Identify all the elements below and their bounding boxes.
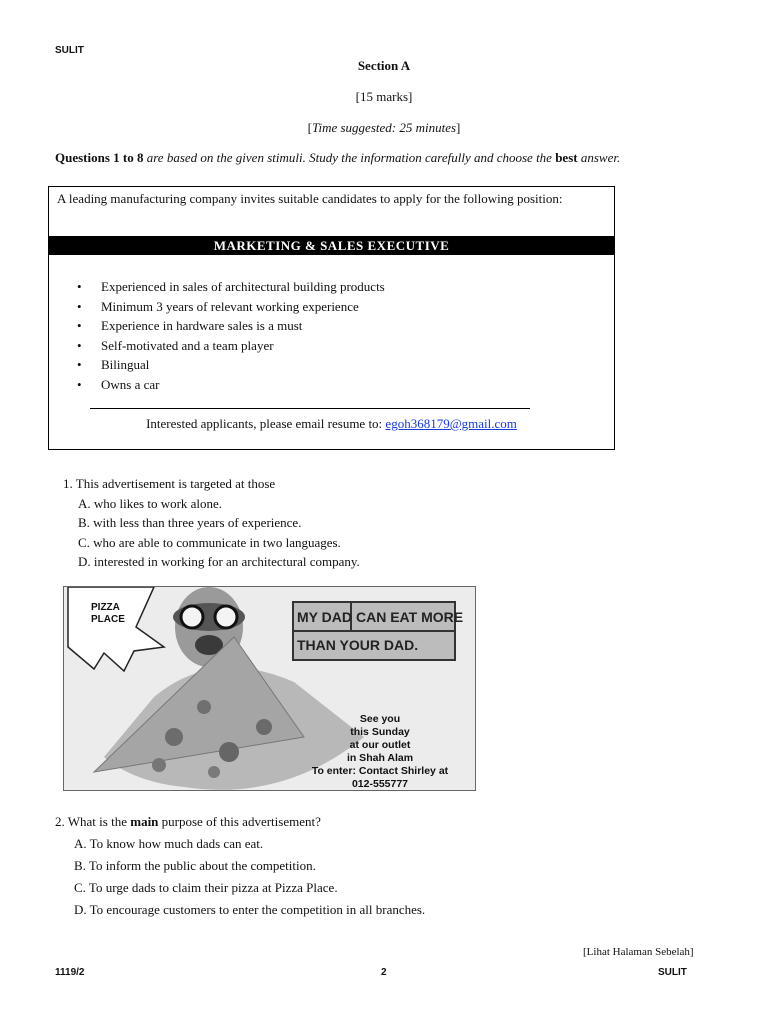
time-open: [ [307,120,312,135]
detail-line: in Shah Alam [346,752,414,764]
header-sulit: SULIT [55,45,84,56]
instruction-emph: best [555,150,578,165]
detail-line: at our outlet [349,739,411,751]
section-marks: [15 marks] [355,89,413,104]
question-2-stem-pre: 2. What is the [55,814,131,829]
job-ad-intro: A leading manufacturing company invites suitable candidates to apply for the following position: [57,191,563,206]
question-2-option-c: C. To urge dads to claim their pizza at Pizza Place. [74,880,338,895]
job-position-title: MARKETING & SALES EXECUTIVE [49,236,614,255]
detail-line: this Sunday [350,726,410,738]
footer-code: 1119/2 [55,967,85,978]
question-2-option-b: B. To inform the public about the competition. [74,858,316,873]
requirement-item: • Self-motivated and a team player [75,337,385,357]
contact-text: Interested applicants, please email resume to: [146,416,386,431]
requirement-item: • Experienced in sales of architectural building products [75,278,385,298]
job-requirements-list [75,278,385,395]
job-advertisement [48,186,615,450]
pizza-advertisement [63,586,476,791]
next-page-note: [Lihat Halaman Sebelah] [583,946,694,958]
requirement-item: • Experience in hardware sales is a must [75,317,385,337]
detail-line: 012-555777 [351,778,409,790]
time-text: Time suggested: 25 minutes [311,120,457,135]
slogan-part3: THAN YOUR DAD. [297,637,419,653]
instruction-middle: are based on the given stimuli. Study the information carefully and choose the [143,150,556,165]
requirement-item: • Owns a car [75,376,385,396]
slogan-part2: CAN EAT MORE [356,609,464,625]
job-contact [49,416,614,432]
question-1-option-d: D. interested in working for an architectural company. [78,554,360,569]
instructions [55,150,620,166]
page-number: 2 [381,967,387,978]
question-2-option-a: A. To know how much dads can eat. [74,836,264,851]
requirement-item: • Bilingual [75,356,385,376]
slogan-part1: MY DAD [297,609,352,625]
section-title: Section A [357,58,411,73]
bubble-text-line2: PLACE [91,614,125,625]
question-2-option-d: D. To encourage customers to enter the competition in all branches. [74,902,426,917]
time-close: ] [456,120,461,135]
detail-line: See you [359,713,401,725]
divider-line [90,408,530,409]
footer-sulit: SULIT [658,967,687,978]
question-1-option-b: B. with less than three years of experience. [78,515,302,530]
email-link[interactable]: egoh368179@gmail.com [385,416,517,431]
requirement-item: • Minimum 3 years of relevant working experience [75,298,385,318]
question-2-stem-post: purpose of this advertisement? [158,814,321,829]
question-1-option-a: A. who likes to work alone. [78,495,223,511]
bubble-text-line1: PIZZA [91,602,120,613]
question-1-stem: 1. This advertisement is targeted at those [63,476,276,491]
pizza-ad-details [300,713,460,791]
question-2-stem [55,813,425,835]
question-2 [55,813,425,923]
detail-line: To enter: Contact Shirley at [311,765,449,777]
question-1-option-c: C. who are able to communicate in two languages. [78,534,341,550]
instruction-lead: Questions 1 to 8 [55,150,144,165]
time-suggested [0,120,768,136]
instruction-tail: answer. [577,150,621,165]
question-1 [63,475,360,573]
question-2-stem-emph: main [130,814,159,829]
